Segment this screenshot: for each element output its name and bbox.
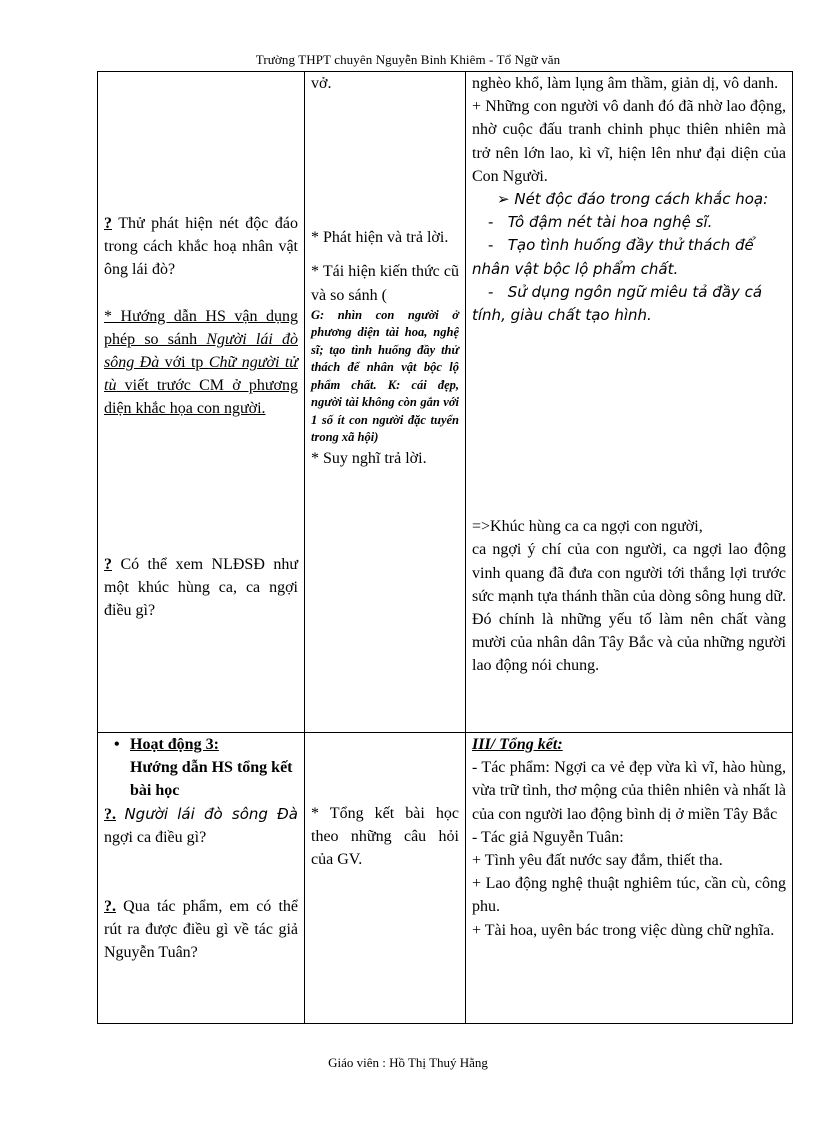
guide-text: với tp — [159, 354, 209, 372]
activity-subtitle: Hướng dẫn HS tổng kết bài học — [130, 759, 293, 800]
student-activity-cell — [305, 733, 466, 1024]
question-author — [104, 895, 298, 965]
question-praise — [104, 803, 298, 849]
guide-text: Hướng dẫn HS vận dụng phép so sánh — [104, 307, 298, 348]
spacer — [472, 327, 786, 515]
spacer — [311, 95, 459, 226]
content-paragraph: + Những con người vô danh đó đã nhờ lao động, nhờ cuộc đấu tranh chinh phục thiên nhiên mà trở nên lớn lao, kì vĩ, hiện lên như đại diện của Con Người. — [472, 98, 786, 185]
student-text: * Suy nghĩ trả lời. — [311, 449, 427, 467]
spacer — [104, 72, 298, 212]
list-text: Tô đậm nét tài hoa nghệ sĩ. — [507, 213, 713, 232]
student-text: * Phát hiện và trả lời. — [311, 229, 449, 247]
work-title: Chữ người tử tù — [104, 354, 298, 395]
content-cell — [466, 733, 793, 1024]
question-text: ngợi ca điều gì? — [104, 828, 207, 846]
student-text-main: * Tái hiện kiến thức cũ và so sánh ( — [311, 263, 459, 304]
teacher-activity-cell — [98, 72, 305, 733]
content-paragraph: + Lao động nghệ thuật nghiêm túc, cần cù, công phu. — [472, 875, 786, 916]
dash-bullet: - — [488, 236, 494, 255]
summary-heading: III/ Tổng kết: — [472, 736, 563, 753]
guide-mark: * — [104, 307, 112, 325]
table-row — [98, 733, 793, 1024]
question-text: Qua tác phẩm, em có thể rút ra được điều gì về tác giả Nguyễn Tuân? — [104, 898, 298, 962]
guide-compare — [104, 305, 298, 421]
question-hero-song — [104, 553, 298, 623]
content-paragraph: - Tác phẩm: Ngợi ca vẻ đẹp vừa kì vĩ, hào hùng, vừa trữ tình, thơ mộng của thiên nhiên và nhất là của con người lao động bình dị ở miền Tây Bắc — [472, 759, 786, 823]
question-mark: ? — [104, 215, 112, 232]
activity-title: Hoạt động 3: — [130, 736, 219, 753]
list-text: Sử dụng ngôn ngữ miêu tả đầy cá tính, giàu chất tạo hình. — [472, 282, 763, 325]
question-mark: ?. — [104, 805, 116, 823]
question-text: Có thể xem NLĐSĐ như một khúc hùng ca, ca ngợi điều gì? — [104, 555, 298, 620]
student-text — [311, 260, 459, 306]
question-mark: ? — [104, 555, 112, 573]
subheading-text: Nét độc đáo trong cách khắc hoạ: — [514, 190, 769, 209]
student-activity-cell — [305, 72, 466, 733]
content-cell — [466, 72, 793, 733]
content-subheading — [472, 188, 786, 211]
content-paragraph: + Tình yêu đất nước say đắm, thiết tha. — [472, 852, 723, 870]
student-text: vở. — [311, 75, 332, 92]
student-note: G: nhìn con người ở phương diện tài hoa, nghệ sĩ; tạo tình huống đầy thử thách để nhân vật bộc lộ phẩm chất. K: cái đẹp, người tài không còn gắn với 1 số ít con người đặc tuyển trong xã hội) — [311, 307, 459, 445]
table-row — [98, 72, 793, 733]
content-paragraph: ca ngợi ý chí của con người, ca ngợi lao động vinh quang đã đưa con người tới thắng lợi trước sức mạnh tựa thánh thần của dòng sông hung dữ. Đó chính là những yếu tố làm nên chất vàng mười của nhân dân Tây Bắc và của những người lao động nói chung. — [472, 541, 786, 675]
work-title: Người lái đò sông Đà — [104, 330, 298, 372]
content-paragraph: + Tài hoa, uyên bác trong việc dùng chữ nghĩa. — [472, 921, 775, 939]
page-header: Trường THPT chuyên Nguyễn Bỉnh Khiêm - Tổ Ngữ văn — [255, 52, 561, 67]
dash-bullet: - — [488, 282, 494, 301]
guide-text: viết trước CM ở phương diện khắc họa con người. — [104, 377, 298, 418]
work-title: Người lái đò sông Đà — [124, 804, 298, 823]
question-distinctive — [104, 212, 298, 282]
page-footer: Giáo viên : Hồ Thị Thuý Hằng — [328, 1055, 488, 1070]
list-item — [472, 211, 786, 234]
student-text: * Tổng kết bài học theo những câu hỏi của GV. — [311, 805, 459, 869]
content-paragraph: nghèo khổ, làm lụng âm thầm, giản dị, vô danh. — [472, 75, 779, 92]
content-paragraph: =>Khúc hùng ca ca ngợi con người, — [472, 518, 703, 536]
spacer — [104, 849, 298, 895]
arrow-bullet-icon: ➢ — [497, 190, 510, 209]
teacher-activity-cell — [98, 733, 305, 1024]
question-text: Thử phát hiện nét độc đáo trong cách khắc hoạ nhân vật ông lái đò? — [104, 215, 298, 279]
content-paragraph: - Tác giả Nguyễn Tuân: — [472, 828, 624, 846]
list-item — [472, 281, 786, 327]
list-item — [472, 234, 786, 280]
lesson-table — [97, 71, 793, 1024]
spacer — [104, 421, 298, 553]
list-text: Tạo tình huống đầy thử thách để nhân vật bộc lộ phẩm chất. — [472, 236, 754, 278]
dash-bullet: - — [488, 213, 494, 232]
bullet-icon: • — [114, 736, 120, 753]
activity-heading — [104, 733, 298, 756]
question-mark: ?. — [104, 898, 116, 916]
spacer — [311, 733, 459, 802]
